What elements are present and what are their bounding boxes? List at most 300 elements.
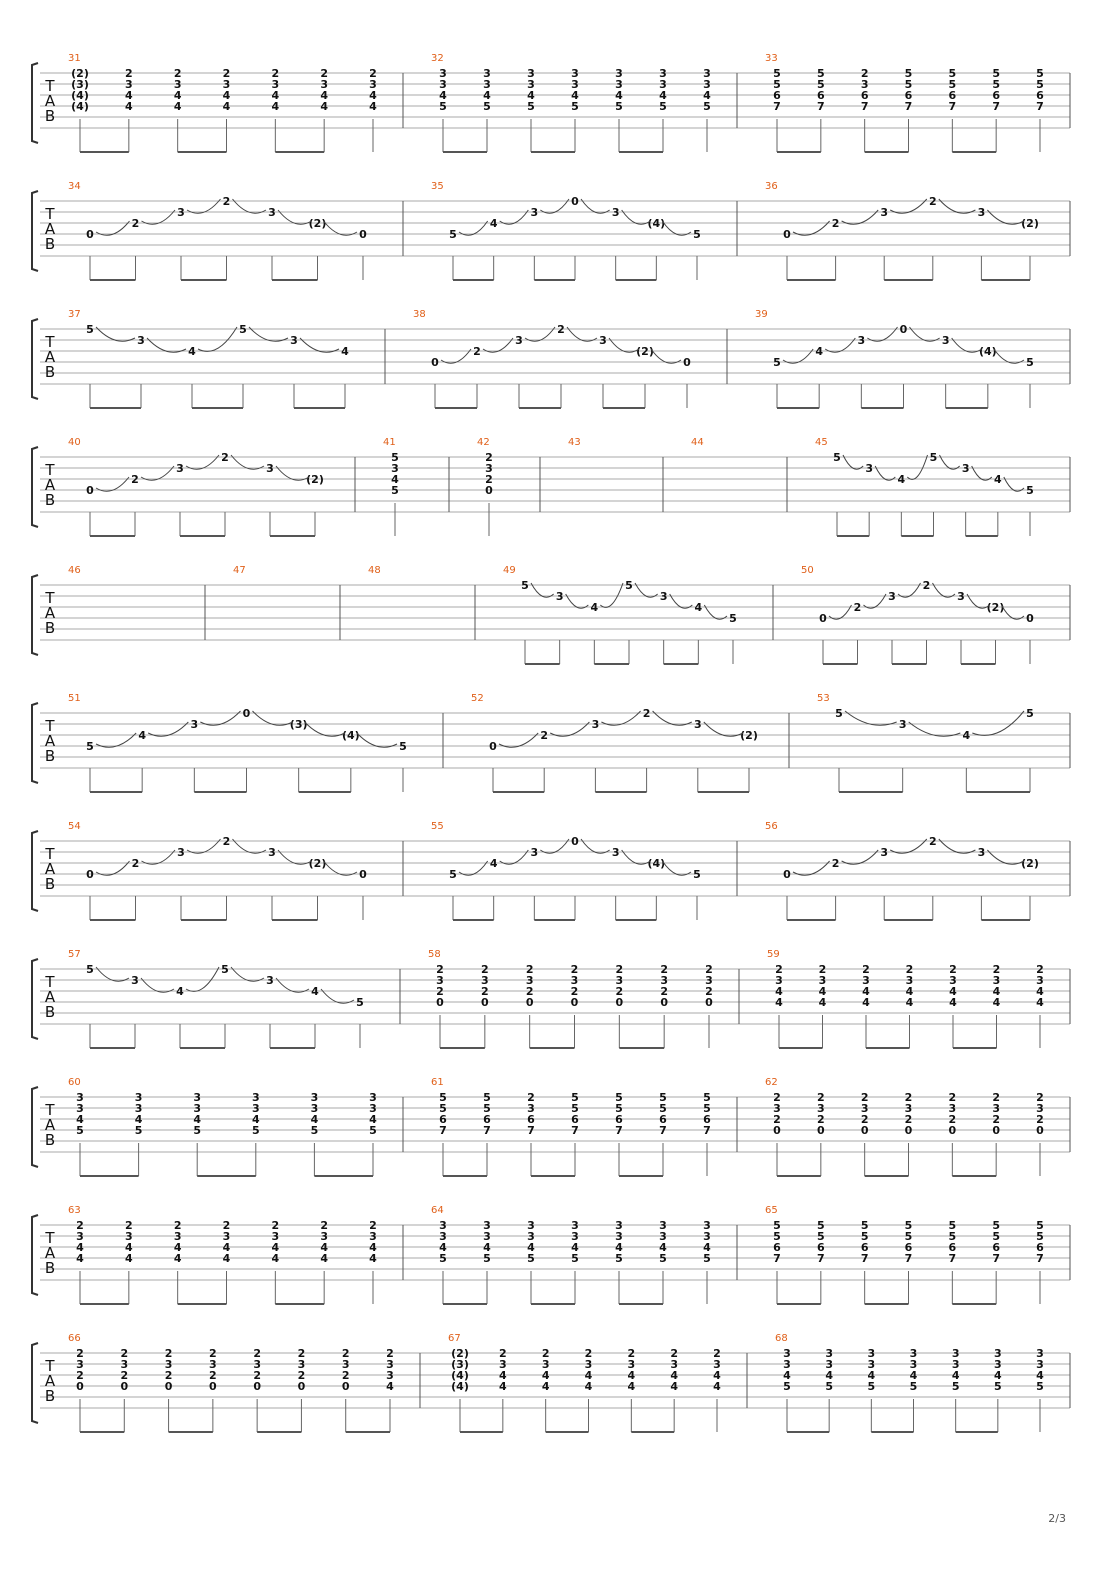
tab-clef-letter: T (45, 77, 55, 95)
tab-clef-letter: T (45, 1357, 55, 1375)
fret-number: 3 (481, 974, 489, 987)
fret-number: 3 (571, 1230, 579, 1243)
fret-number: (2) (71, 67, 89, 80)
fret-number: 4 (703, 1241, 711, 1254)
fret-number: (4) (341, 729, 360, 742)
tab-clef-letter: A (44, 860, 56, 878)
fret-number: 3 (865, 462, 873, 475)
fret-number: 4 (369, 1113, 377, 1126)
fret-number: 4 (1036, 985, 1044, 998)
fret-number: 5 (773, 78, 781, 91)
fret-number: 2 (557, 323, 565, 336)
fret-number: (3) (71, 78, 89, 91)
fret-number: 5 (571, 100, 579, 113)
fret-number: 5 (659, 1252, 667, 1265)
fret-number: 3 (515, 334, 523, 347)
fret-number: 3 (994, 1347, 1002, 1360)
fret-number: 2 (642, 707, 651, 720)
fret-number: 0 (615, 996, 624, 1009)
page-number: 2/3 (1048, 1512, 1066, 1525)
fret-number: 0 (571, 835, 579, 848)
fret-number: 0 (86, 868, 94, 881)
tab-clef-letter: B (44, 619, 56, 637)
fret-number: 5 (571, 1091, 579, 1104)
fret-number: 0 (359, 868, 367, 881)
tie-slur (198, 327, 237, 351)
fret-number: 5 (948, 67, 957, 80)
fret-number: 5 (659, 1091, 667, 1104)
fret-number: 5 (483, 1102, 491, 1115)
fret-number: 3 (251, 1091, 260, 1104)
fret-number: 0 (773, 1124, 781, 1137)
fret-number: 2 (831, 857, 840, 870)
fret-number: 4 (815, 345, 823, 358)
fret-number: 4 (897, 473, 906, 486)
fret-number: 5 (86, 963, 94, 976)
fret-number: 2 (775, 963, 783, 976)
fret-number: 3 (76, 1091, 84, 1104)
fret-number: 5 (221, 963, 229, 976)
fret-number: 5 (615, 1091, 623, 1104)
fret-number: 3 (209, 1358, 217, 1371)
fret-number: 2 (860, 1113, 869, 1126)
fret-number: 3 (483, 1219, 491, 1232)
fret-number: 2 (436, 985, 444, 998)
fret-number: 0 (992, 1124, 1000, 1137)
fret-number: 3 (193, 1091, 202, 1104)
system-bracket (32, 319, 38, 399)
fret-number: 5 (948, 1219, 957, 1232)
fret-number: 5 (439, 1091, 447, 1104)
fret-number: 5 (439, 1252, 447, 1265)
fret-number: 0 (297, 1380, 306, 1393)
fret-number: 3 (222, 1230, 231, 1243)
fret-number: 3 (615, 67, 623, 80)
fret-number: 3 (369, 1091, 377, 1104)
tab-clef-letter: A (44, 604, 56, 622)
fret-number: 6 (773, 1241, 781, 1254)
fret-number: 5 (817, 67, 825, 80)
fret-number: 2 (660, 963, 668, 976)
fret-number: 5 (825, 1380, 833, 1393)
fret-number: 3 (857, 334, 866, 347)
fret-number: 2 (831, 217, 840, 230)
fret-number: 0 (904, 1124, 913, 1137)
fret-number: 2 (473, 345, 481, 358)
fret-number: 4 (369, 1241, 377, 1254)
fret-number: 3 (527, 67, 535, 80)
measure-number: 41 (383, 437, 396, 448)
fret-number: 4 (173, 1241, 182, 1254)
fret-number: 4 (825, 1369, 833, 1382)
tab-clef-letter: A (44, 92, 56, 110)
fret-number: 7 (992, 100, 1000, 113)
fret-number: 7 (527, 1124, 535, 1137)
fret-number: 0 (899, 323, 908, 336)
measure-number: 34 (68, 181, 81, 192)
fret-number: 5 (992, 78, 1000, 91)
fret-number: 4 (251, 1113, 260, 1126)
fret-number: 3 (660, 974, 668, 987)
fret-number: 4 (222, 89, 231, 102)
fret-number: 3 (703, 1230, 711, 1243)
measure-number: 38 (413, 309, 426, 320)
fret-number: 5 (994, 1380, 1002, 1393)
fret-number: 4 (173, 100, 182, 113)
measure-number: 51 (68, 693, 81, 704)
system-bracket (32, 1087, 38, 1167)
fret-number: 3 (266, 462, 274, 475)
system-bracket (32, 63, 38, 143)
fret-number: 2 (369, 1219, 377, 1232)
fret-number: 3 (310, 1091, 319, 1104)
fret-number: 2 (615, 963, 624, 976)
fret-number: 3 (483, 78, 491, 91)
fret-number: 3 (386, 1369, 394, 1382)
fret-number: 4 (992, 996, 1001, 1009)
fret-number: 5 (86, 323, 94, 336)
measure-number: 58 (428, 949, 441, 960)
fret-number: 2 (131, 217, 140, 230)
fret-number: 0 (860, 1124, 869, 1137)
fret-number: 4 (76, 1241, 84, 1254)
measure-number: 63 (68, 1205, 81, 1216)
fret-number: 3 (391, 462, 399, 475)
fret-number: 7 (659, 1124, 667, 1137)
fret-number: 3 (320, 78, 328, 91)
fret-number: 7 (860, 100, 869, 113)
measure-number: 40 (68, 437, 81, 448)
fret-number: 4 (489, 217, 498, 230)
fret-number: 3 (703, 67, 711, 80)
fret-number: 4 (905, 985, 914, 998)
fret-number: 4 (571, 1241, 579, 1254)
fret-number: 5 (527, 100, 535, 113)
fret-number: 3 (125, 1230, 133, 1243)
fret-number: (4) (978, 345, 997, 358)
fret-number: 4 (320, 89, 328, 102)
fret-number: 2 (1036, 963, 1044, 976)
fret-number: 4 (489, 857, 498, 870)
measure-number: 57 (68, 949, 81, 960)
fret-number: 5 (1036, 1219, 1044, 1232)
fret-number: 3 (909, 1358, 918, 1371)
fret-number: 5 (693, 868, 701, 881)
fret-number: 5 (483, 100, 491, 113)
fret-number: 5 (439, 100, 447, 113)
fret-number: 2 (705, 963, 713, 976)
fret-number: 3 (977, 206, 986, 219)
fret-number: (2) (636, 345, 654, 358)
measure-number: 66 (68, 1333, 81, 1344)
fret-number: (4) (71, 100, 89, 113)
fret-number: 3 (977, 846, 986, 859)
fret-number: 4 (439, 89, 447, 102)
tab-clef-letter: T (45, 973, 55, 991)
fret-number: 3 (268, 206, 276, 219)
fret-number: 5 (773, 1230, 781, 1243)
fret-number: 5 (659, 1102, 667, 1115)
fret-number: 3 (783, 1347, 791, 1360)
fret-number: 3 (994, 1358, 1002, 1371)
tab-clef-letter: B (44, 1387, 56, 1405)
measure-number: 67 (448, 1333, 461, 1344)
fret-number: 5 (703, 1252, 711, 1265)
fret-number: 2 (131, 857, 140, 870)
system-bracket (32, 831, 38, 911)
fret-number: 2 (948, 1113, 957, 1126)
tab-clef-letter: B (44, 107, 56, 125)
fret-number: 3 (193, 1102, 202, 1115)
fret-number: 4 (138, 729, 146, 742)
fret-number: (2) (451, 1347, 469, 1360)
fret-number: 4 (541, 1380, 550, 1393)
fret-number: 4 (1036, 1369, 1044, 1382)
fret-number: 3 (867, 1347, 876, 1360)
fret-number: 4 (369, 1252, 377, 1265)
fret-number: 4 (483, 89, 491, 102)
fret-number: 5 (867, 1380, 876, 1393)
fret-number: 3 (251, 1102, 260, 1115)
fret-number: 3 (693, 718, 702, 731)
fret-number: 2 (485, 473, 493, 486)
fret-number: 0 (1036, 1124, 1044, 1137)
measure-number: 48 (368, 565, 381, 576)
fret-number: 5 (904, 78, 913, 91)
fret-number: 3 (177, 206, 185, 219)
fret-number: 3 (860, 78, 869, 91)
fret-number: 2 (341, 1347, 350, 1360)
fret-number: 3 (1036, 1102, 1044, 1115)
fret-number: (4) (71, 89, 89, 102)
fret-number: 4 (670, 1369, 678, 1382)
fret-number: 2 (125, 67, 133, 80)
fret-number: 5 (571, 1252, 579, 1265)
fret-number: 2 (570, 985, 579, 998)
fret-number: 0 (164, 1380, 173, 1393)
fret-number: 0 (120, 1380, 129, 1393)
fret-number: 4 (541, 1369, 550, 1382)
fret-number: 3 (611, 206, 620, 219)
fret-number: 4 (193, 1113, 202, 1126)
fret-number: 3 (898, 718, 907, 731)
fret-number: 0 (341, 1380, 350, 1393)
fret-number: 3 (527, 78, 535, 91)
fret-number: 4 (483, 1241, 491, 1254)
fret-number: 7 (992, 1252, 1000, 1265)
fret-number: 4 (188, 345, 196, 358)
fret-number: 7 (948, 1252, 957, 1265)
fret-number: 2 (131, 473, 139, 486)
fret-number: 4 (134, 1113, 143, 1126)
tab-clef-letter: B (44, 1003, 56, 1021)
fret-number: 3 (949, 974, 957, 987)
fret-number: 3 (310, 1102, 319, 1115)
fret-number: 3 (880, 206, 889, 219)
fret-number: 2 (773, 1091, 781, 1104)
fret-number: 2 (320, 67, 328, 80)
fret-number: 3 (775, 974, 783, 987)
measure-number: 52 (471, 693, 484, 704)
tab-clef-letter: T (45, 589, 55, 607)
system-bracket (32, 575, 38, 655)
fret-number: 5 (783, 1380, 791, 1393)
tab-clef-letter: B (44, 363, 56, 381)
fret-number: 2 (320, 1219, 328, 1232)
fret-number: 2 (120, 1369, 129, 1382)
fret-number: 3 (173, 1230, 182, 1243)
fret-number: 0 (86, 228, 94, 241)
fret-number: 2 (992, 1091, 1000, 1104)
fret-number: 4 (713, 1369, 721, 1382)
fret-number: 3 (483, 67, 491, 80)
fret-number: 5 (904, 67, 913, 80)
fret-number: 3 (992, 974, 1001, 987)
tab-clef-letter: A (44, 220, 56, 238)
tab-clef-letter: B (44, 875, 56, 893)
fret-number: 5 (909, 1380, 918, 1393)
system-bracket (32, 447, 38, 527)
fret-number: 5 (193, 1124, 202, 1137)
fret-number: (2) (1021, 857, 1039, 870)
fret-number: 2 (570, 963, 579, 976)
fret-number: 3 (571, 67, 579, 80)
fret-number: 5 (1026, 356, 1034, 369)
tie-slur (972, 711, 1024, 735)
fret-number: 0 (1026, 612, 1034, 625)
fret-number: 3 (541, 1358, 550, 1371)
measure-number: 50 (801, 565, 814, 576)
fret-number: 4 (222, 1241, 231, 1254)
fret-number: 4 (173, 89, 182, 102)
fret-number: 3 (905, 974, 914, 987)
tab-clef-letter: B (44, 491, 56, 509)
fret-number: 2 (209, 1369, 217, 1382)
fret-number: 4 (125, 1241, 133, 1254)
fret-number: (4) (647, 857, 666, 870)
fret-number: 2 (1036, 1091, 1044, 1104)
fret-number: 2 (992, 963, 1001, 976)
fret-number: 5 (483, 1252, 491, 1265)
fret-number: 0 (431, 356, 439, 369)
fret-number: 5 (391, 484, 399, 497)
fret-number: 5 (615, 100, 623, 113)
fret-number: 4 (499, 1369, 507, 1382)
fret-number: 2 (173, 67, 182, 80)
fret-number: 4 (994, 473, 1002, 486)
fret-number: 6 (992, 89, 1000, 102)
fret-number: 5 (1036, 1380, 1044, 1393)
tab-clef-letter: A (44, 732, 56, 750)
fret-number: 3 (439, 78, 447, 91)
tab-clef-letter: A (44, 348, 56, 366)
fret-number: 2 (341, 1369, 350, 1382)
fret-number: 2 (76, 1219, 84, 1232)
measure-number: 54 (68, 821, 81, 832)
fret-number: (3) (451, 1358, 469, 1371)
fret-number: 4 (994, 1369, 1002, 1382)
fret-number: 5 (992, 67, 1000, 80)
fret-number: 3 (591, 718, 600, 731)
fret-number: 4 (949, 985, 957, 998)
tab-clef-letter: B (44, 1131, 56, 1149)
fret-number: 3 (439, 1219, 447, 1232)
fret-number: 4 (320, 1241, 328, 1254)
fret-number: (2) (1021, 217, 1039, 230)
fret-number: 2 (271, 67, 280, 80)
fret-number: 3 (615, 974, 624, 987)
fret-number: 5 (134, 1124, 143, 1137)
tab-clef-letter: T (45, 461, 55, 479)
fret-number: 3 (817, 1102, 825, 1115)
fret-number: 7 (571, 1124, 579, 1137)
fret-number: 5 (860, 1219, 869, 1232)
fret-number: 4 (962, 729, 971, 742)
fret-number: 3 (957, 590, 965, 603)
fret-number: 5 (483, 1091, 491, 1104)
fret-number: 0 (570, 996, 579, 1009)
fret-number: 5 (860, 1230, 869, 1243)
fret-number: 3 (713, 1358, 721, 1371)
fret-number: 5 (817, 78, 825, 91)
fret-number: 3 (439, 1230, 447, 1243)
fret-number: 4 (125, 100, 133, 113)
fret-number: 3 (76, 1358, 84, 1371)
fret-number: 3 (439, 67, 447, 80)
fret-number: 3 (268, 846, 276, 859)
system-bracket (32, 703, 38, 783)
measure-number: 62 (765, 1077, 778, 1088)
fret-number: 3 (1036, 974, 1044, 987)
fret-number: 4 (271, 89, 280, 102)
fret-number: 3 (527, 1219, 535, 1232)
fret-number: 2 (705, 985, 713, 998)
system-bracket (32, 191, 38, 271)
tab-clef-letter: T (45, 717, 55, 735)
fret-number: 4 (775, 996, 783, 1009)
fret-number: 5 (992, 1219, 1000, 1232)
fret-number: 2 (584, 1347, 593, 1360)
fret-number: 4 (76, 1252, 84, 1265)
fret-number: 2 (369, 67, 377, 80)
fret-number: 4 (386, 1380, 394, 1393)
fret-number: 3 (611, 846, 620, 859)
fret-number: 7 (904, 100, 913, 113)
tab-clef-letter: A (44, 988, 56, 1006)
fret-number: 0 (817, 1124, 825, 1137)
fret-number: (2) (986, 601, 1005, 614)
fret-number: 3 (825, 1358, 833, 1371)
fret-number: 0 (783, 228, 791, 241)
fret-number: 3 (164, 1358, 173, 1371)
fret-number: 3 (783, 1358, 791, 1371)
fret-number: 5 (449, 868, 457, 881)
fret-number: 5 (399, 740, 407, 753)
fret-number: 2 (76, 1347, 84, 1360)
fret-number: (4) (451, 1380, 469, 1393)
fret-number: 3 (948, 1102, 957, 1115)
fret-number: 0 (571, 195, 579, 208)
fret-number: 5 (1036, 78, 1044, 91)
fret-number: 3 (320, 1230, 328, 1243)
fret-number: 2 (817, 1091, 825, 1104)
measure-number: 47 (233, 565, 246, 576)
fret-number: 3 (703, 78, 711, 91)
fret-number: 4 (271, 1252, 280, 1265)
measure-number: 36 (765, 181, 778, 192)
fret-number: 3 (951, 1347, 960, 1360)
fret-number: 2 (222, 67, 231, 80)
